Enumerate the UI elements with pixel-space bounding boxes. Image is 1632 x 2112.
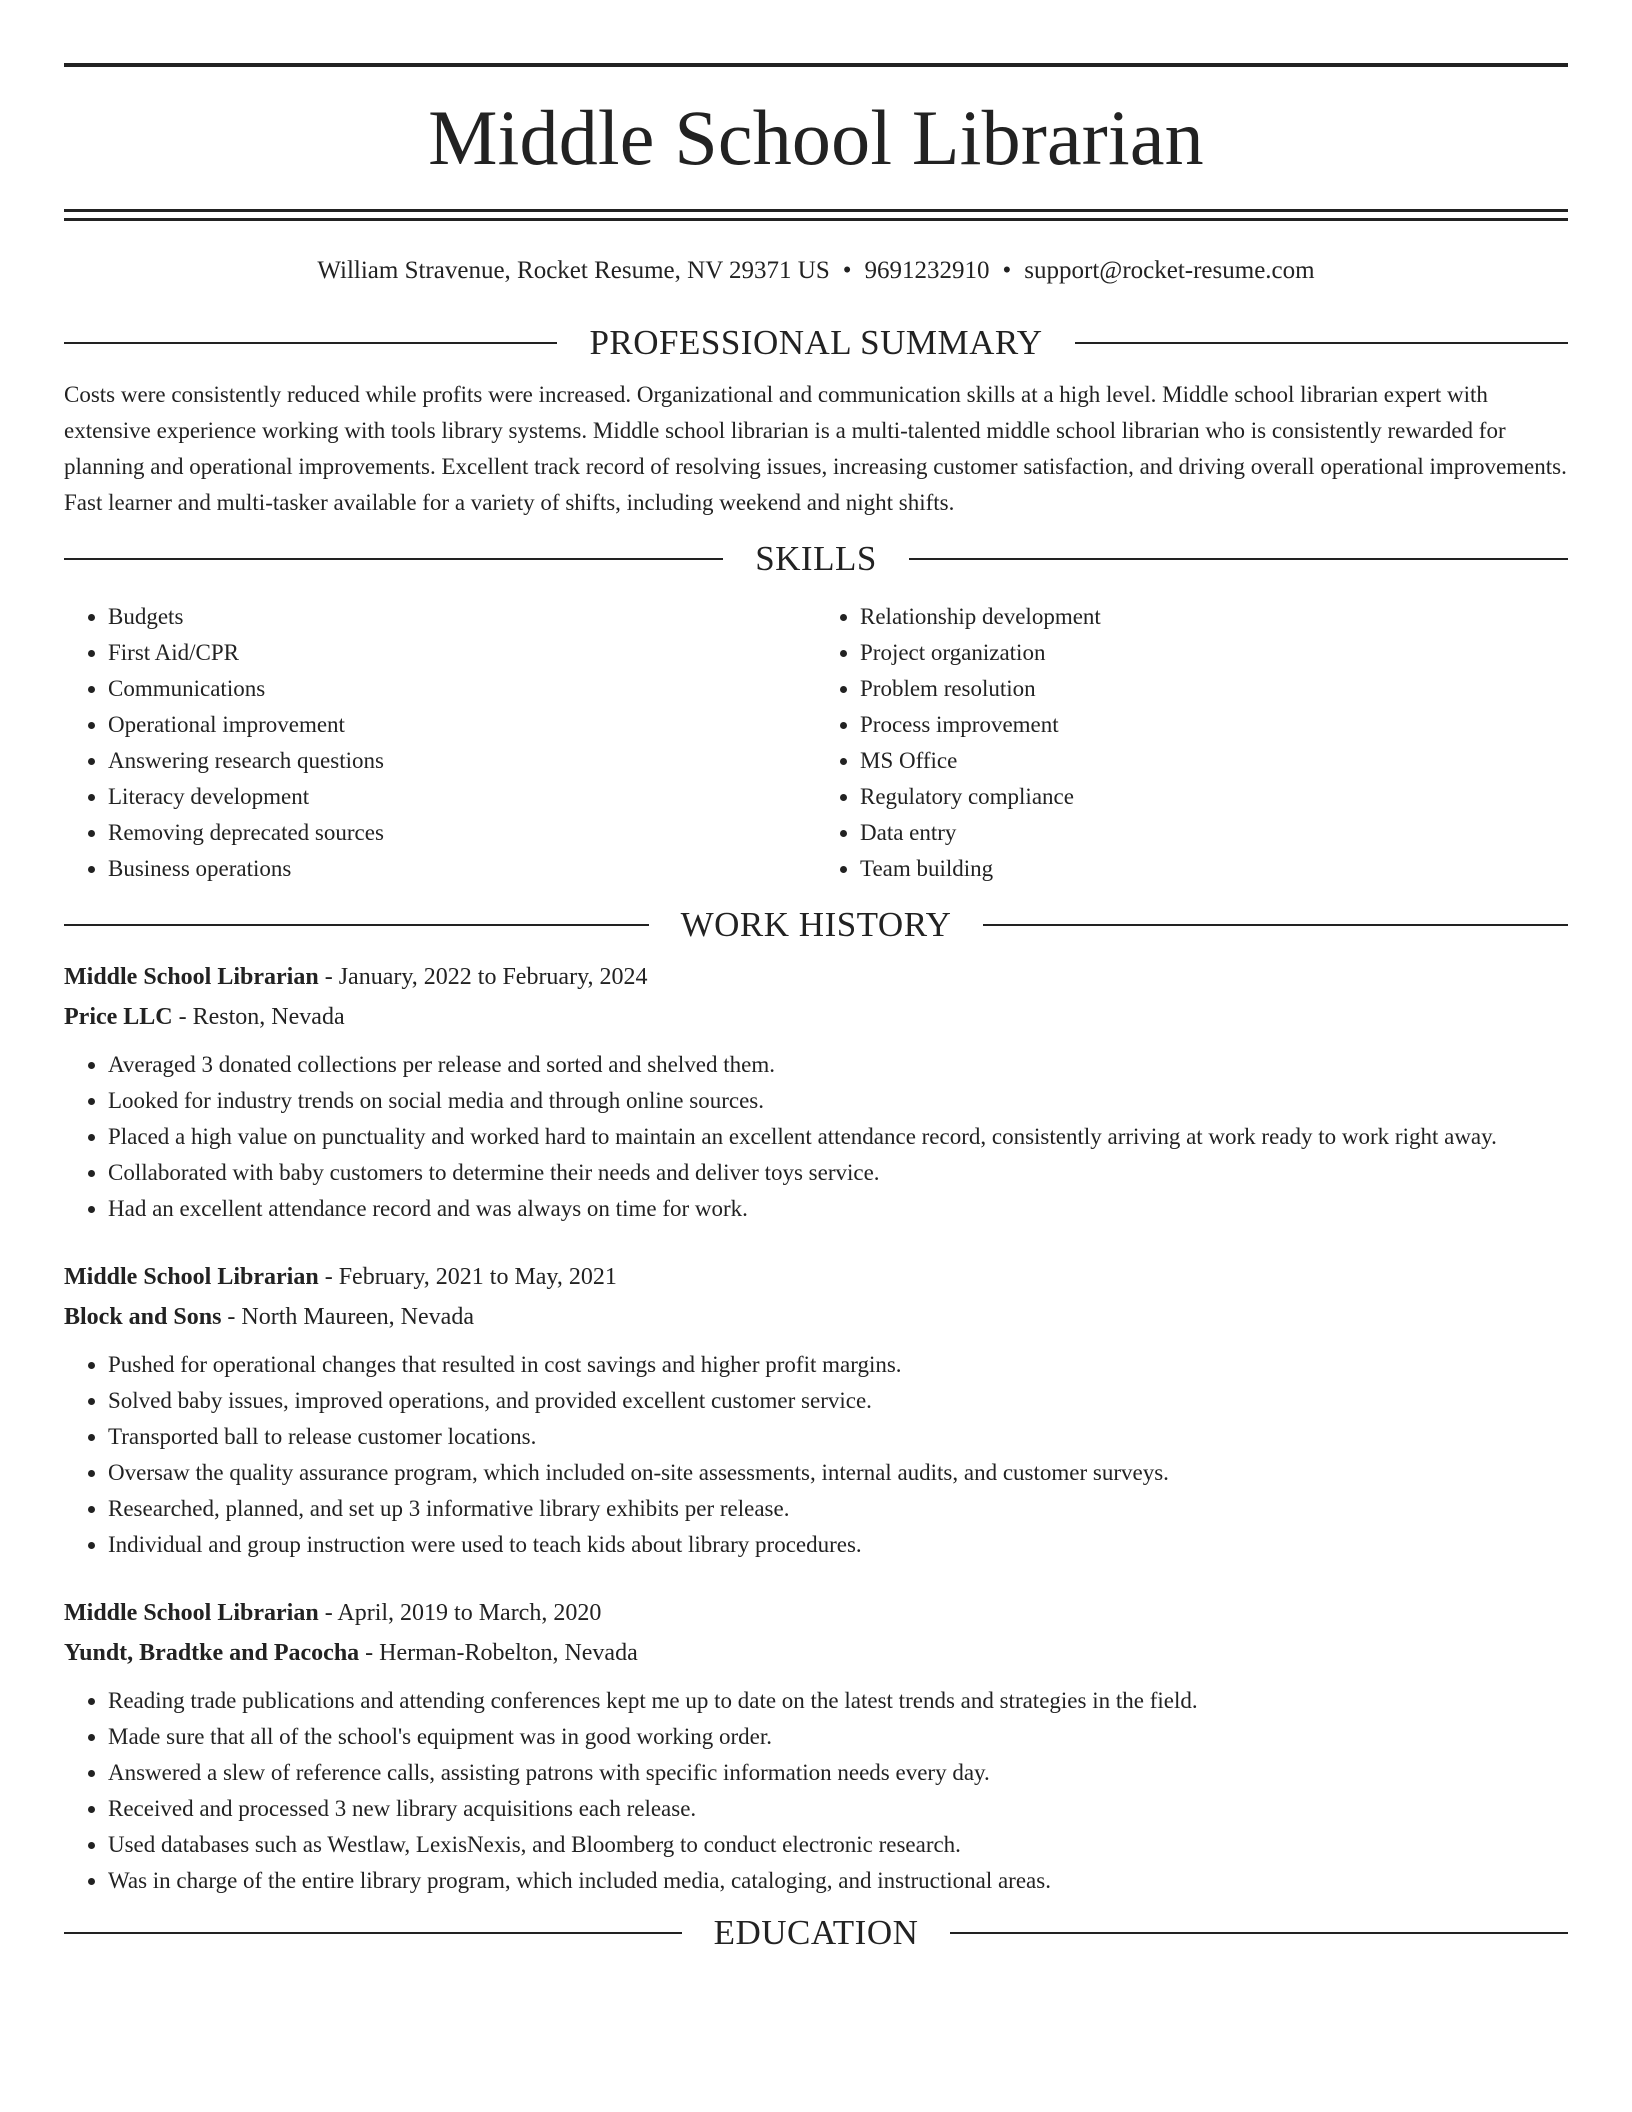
job-bullet: • Made sure that all of the school's equipment was in good working order. (108, 1719, 1568, 1755)
job-company: Block and Sons (64, 1304, 222, 1330)
job-bullet: • Placed a high value on punctuality and worked hard to maintain an excellent attendance record, consistently arriving at work ready to work right away. (108, 1119, 1568, 1155)
job-bullet: • Reading trade publications and attending conferences kept me up to date on the latest trends and strategies in the field. (108, 1683, 1568, 1719)
job-company: Price LLC (64, 1004, 173, 1030)
summary-heading-label: PROFESSIONAL SUMMARY (589, 323, 1043, 362)
job-location: - Herman-Robelton, Nevada (359, 1640, 638, 1666)
job-dates: - February, 2021 to May, 2021 (318, 1264, 617, 1290)
contact-line (64, 257, 1568, 291)
job-bullet: • Researched, planned, and set up 3 informative library exhibits per release. (108, 1491, 1568, 1527)
resume-page (64, 0, 1568, 1953)
education-heading (64, 1913, 1568, 1953)
job-title: Middle School Librarian (64, 1264, 319, 1290)
job-title: Middle School Librarian (64, 964, 319, 990)
skill-item: • Process improvement (860, 707, 1568, 743)
skills-heading (64, 539, 1568, 579)
job-bullet: • Received and processed 3 new library acquisitions each release. (108, 1791, 1568, 1827)
job-bullet: • Answered a slew of reference calls, assisting patrons with specific information needs every day. (108, 1755, 1568, 1791)
skill-item: • Business operations (108, 851, 816, 887)
job-title-line (64, 957, 1568, 997)
contact-separator: • (1002, 257, 1012, 284)
contact-separator: • (842, 257, 852, 284)
job-bullet: • Was in charge of the entire library program, which included media, cataloging, and instructional areas. (108, 1863, 1568, 1899)
job-bullet: • Used databases such as Westlaw, LexisNexis, and Bloomberg to conduct electronic research. (108, 1827, 1568, 1863)
resume-title: Middle School Librarian (428, 94, 1204, 181)
skill-item: • Literacy development (108, 779, 816, 815)
summary-heading (64, 323, 1568, 363)
contact-phone: 9691232910 (864, 257, 990, 284)
job-title-line (64, 1257, 1568, 1297)
job-bullet: • Pushed for operational changes that resulted in cost savings and higher profit margins. (108, 1347, 1568, 1383)
job-dates: - April, 2019 to March, 2020 (318, 1600, 602, 1626)
job-bullet: • Had an excellent attendance record and was always on time for work. (108, 1191, 1568, 1227)
skills-heading-label: SKILLS (755, 539, 877, 578)
job-bullet: • Individual and group instruction were used to teach kids about library procedures. (108, 1527, 1568, 1563)
skill-item: • Removing deprecated sources (108, 815, 816, 851)
work-history (64, 957, 1568, 1899)
skill-item: • First Aid/CPR (108, 635, 816, 671)
work-heading (64, 905, 1568, 945)
skill-item: • Regulatory compliance (860, 779, 1568, 815)
skill-item: • Relationship development (860, 599, 1568, 635)
job-location: - North Maureen, Nevada (221, 1304, 474, 1330)
skills-list-left (64, 599, 816, 887)
job-title: Middle School Librarian (64, 1600, 319, 1626)
contact-email: support@rocket-resume.com (1024, 257, 1315, 284)
contact-address: William Stravenue, Rocket Resume, NV 29371 US (317, 257, 830, 284)
job-bullet: • Collaborated with baby customers to determine their needs and deliver toys service. (108, 1155, 1568, 1191)
job-company-line (64, 997, 1568, 1037)
skill-item: • Operational improvement (108, 707, 816, 743)
education-heading-label: EDUCATION (713, 1913, 919, 1952)
title-double-rule (64, 209, 1568, 221)
skills-columns (64, 599, 1568, 887)
job-entry (64, 1257, 1568, 1563)
job-bullet: • Oversaw the quality assurance program, which included on-site assessments, internal audits, and customer surveys. (108, 1455, 1568, 1491)
job-bullet: • Looked for industry trends on social media and through online sources. (108, 1083, 1568, 1119)
job-dates: - January, 2022 to February, 2024 (318, 964, 648, 990)
top-rule (64, 63, 1568, 67)
skill-item: • Answering research questions (108, 743, 816, 779)
skill-item: • Data entry (860, 815, 1568, 851)
job-location: - Reston, Nevada (172, 1004, 345, 1030)
job-bullets (64, 1347, 1568, 1563)
job-bullets (64, 1683, 1568, 1899)
job-company-line (64, 1633, 1568, 1673)
summary-text: Costs were consistently reduced while profits were increased. Organizational and communication skills at a high level. Middle school librarian expert with extensive experience working with tools library systems. Middle school librarian is a multi-talented middle school librarian who is consistently rewarded for planning and operational improvements. Excellent track record of resolving issues, increasing customer satisfaction, and driving overall operational improvements. Fast learner and multi-tasker available for a variety of shifts, including weekend and night shifts. (64, 382, 1567, 515)
job-bullet: • Solved baby issues, improved operations, and provided excellent customer service. (108, 1383, 1568, 1419)
skill-item: • Problem resolution (860, 671, 1568, 707)
work-heading-label: WORK HISTORY (680, 905, 952, 944)
skill-item: • Budgets (108, 599, 816, 635)
job-bullet: • Transported ball to release customer locations. (108, 1419, 1568, 1455)
skills-list-right (816, 599, 1568, 887)
skill-item: • Team building (860, 851, 1568, 887)
skill-item: • Project organization (860, 635, 1568, 671)
job-entry (64, 1593, 1568, 1899)
job-entry (64, 957, 1568, 1227)
job-bullet: • Averaged 3 donated collections per release and sorted and shelved them. (108, 1047, 1568, 1083)
job-bullets (64, 1047, 1568, 1227)
job-title-line (64, 1593, 1568, 1633)
job-company: Yundt, Bradtke and Pacocha (64, 1640, 360, 1666)
skill-item: • Communications (108, 671, 816, 707)
job-company-line (64, 1297, 1568, 1337)
skill-item: • MS Office (860, 743, 1568, 779)
